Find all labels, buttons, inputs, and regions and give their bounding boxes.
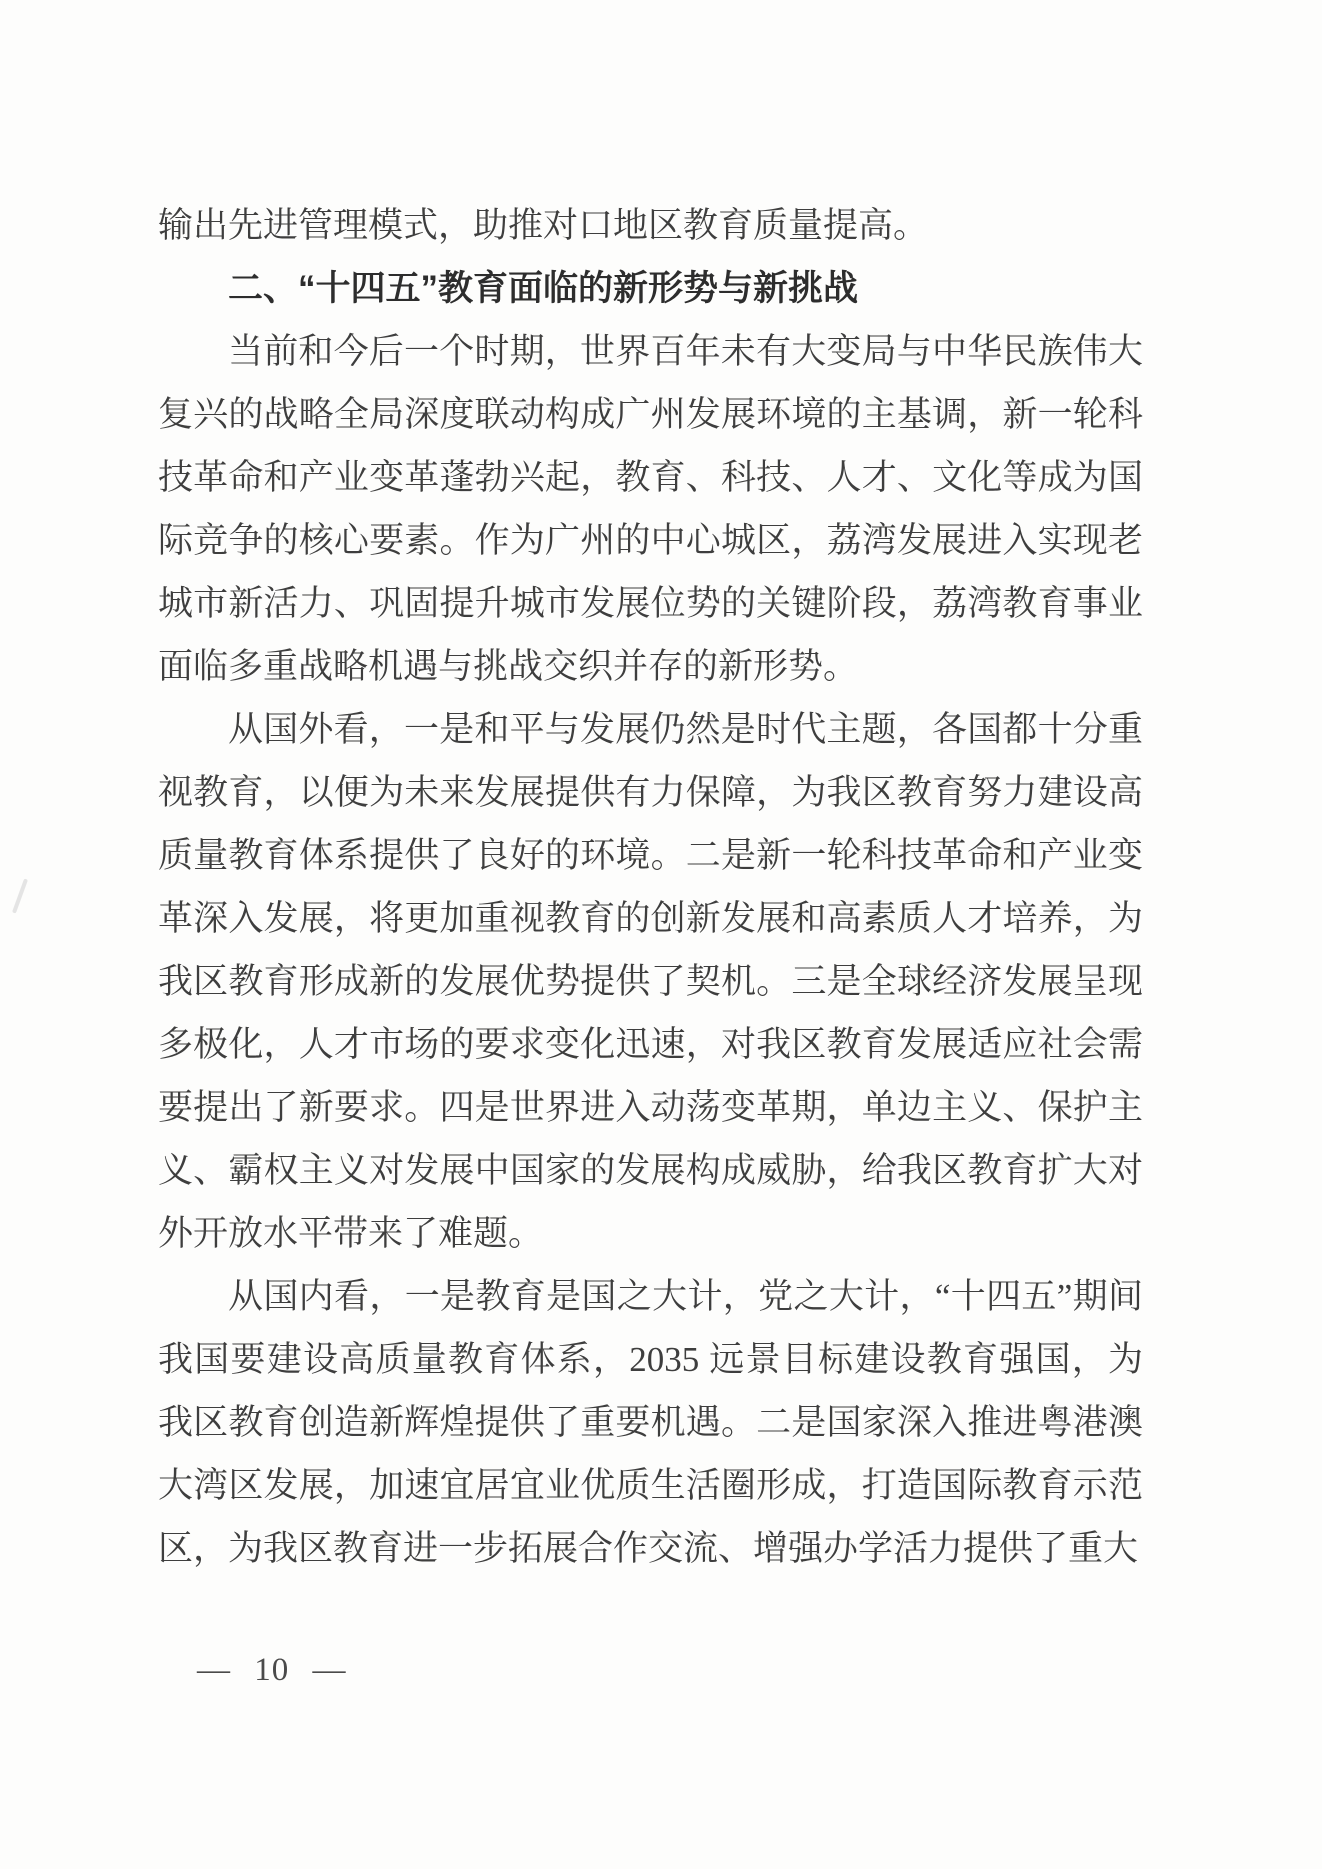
page-number: — 10 — [197, 1652, 347, 1688]
section-heading: 二、“十四五”教育面临的新形势与新挑战 [228, 269, 859, 308]
scan-smudge-artifact [12, 878, 28, 913]
paragraph-current-situation: 当前和今后一个时期，世界百年未有大变局与中华民族伟大复兴的战略全局深度联动构成广州发展环境的主基调，新一轮科技革命和产业变革蓬勃兴起，教育、科技、人才、文化等成为国际竞争的核心要素。作为广州的中心城区，荔湾发展进入实现老城市新活力、巩固提升城市发展位势的关键阶段，荔湾教育事业面临多重战略机遇与挑战交织并存的新形势。 [158, 332, 1143, 686]
paragraph-domestic-view: 从国内看，一是教育是国之大计，党之大计，“十四五”期间我国要建设高质量教育体系，2035 远景目标建设教育强国，为我区教育创造新辉煌提供了重要机遇。二是国家深入推进粤港澳大湾区发展，加速宜居宜业优质生活圈形成，打造国际教育示范区，为我区教育进一步拓展合作交流、增强办学活力提供了重大 [158, 1277, 1143, 1568]
document-body [158, 194, 1143, 1580]
paragraph-continuation: 输出先进管理模式，助推对口地区教育质量提高。 [158, 206, 929, 245]
paragraph-international-view: 从国外看，一是和平与发展仍然是时代主题，各国都十分重视教育，以便为未来发展提供有力保障，为我区教育努力建设高质量教育体系提供了良好的环境。二是新一轮科技革命和产业变革深入发展，将更加重视教育的创新发展和高素质人才培养，为我区教育形成新的发展优势提供了契机。三是全球经济发展呈现多极化，人才市场的要求变化迅速，对我区教育发展适应社会需要提出了新要求。四是世界进入动荡变革期，单边主义、保护主义、霸权主义对发展中国家的发展构成威胁，给我区教育扩大对外开放水平带来了难题。 [158, 710, 1143, 1253]
